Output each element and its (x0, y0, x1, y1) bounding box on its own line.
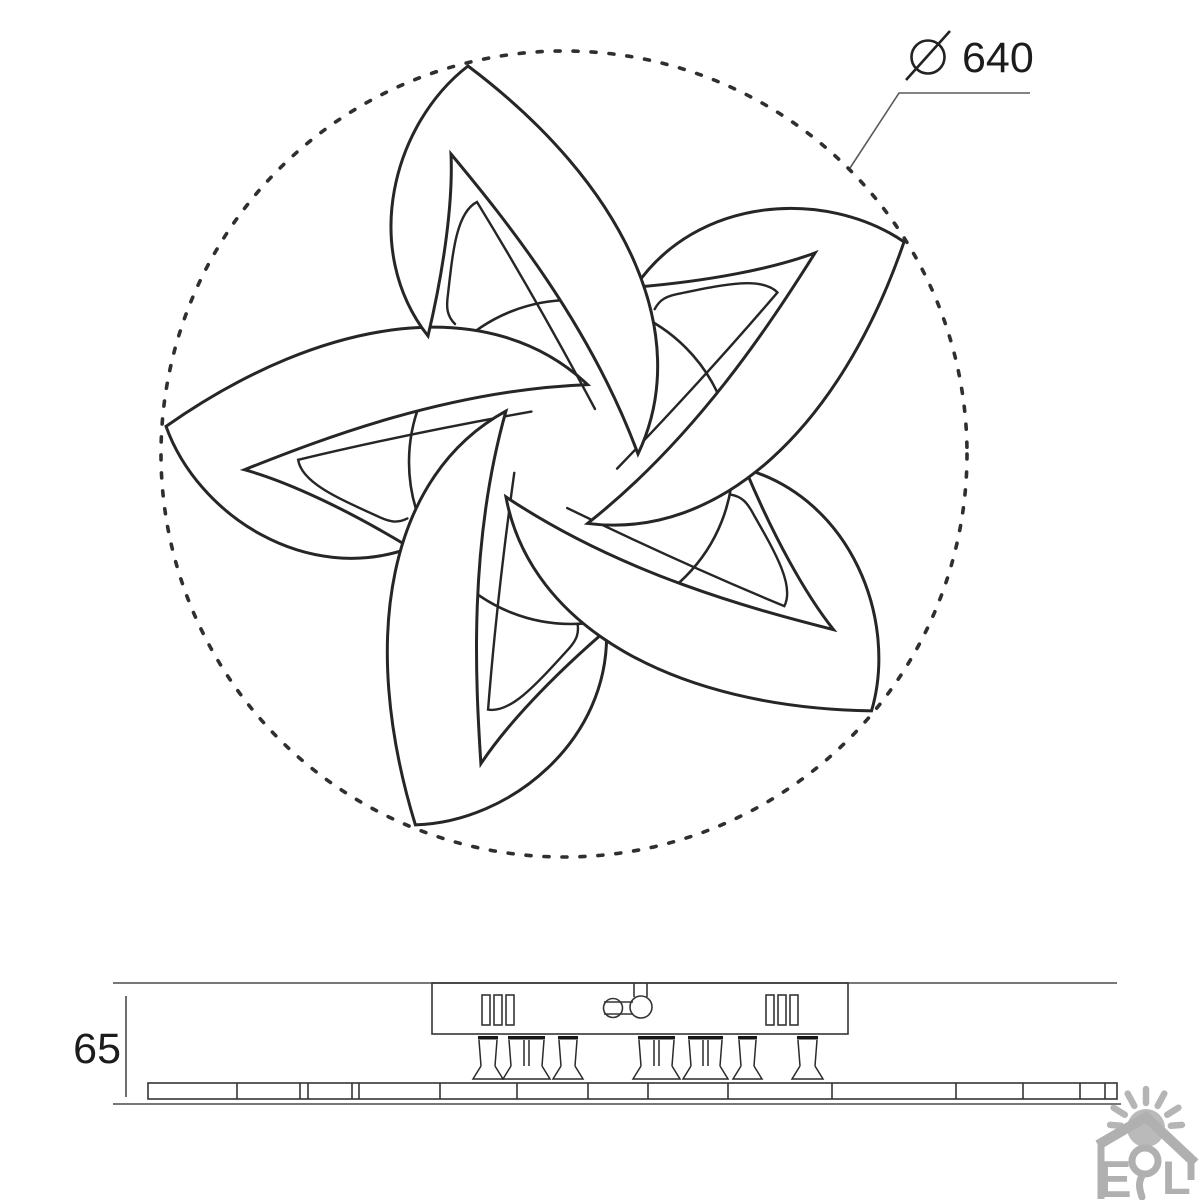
standoff (733, 1036, 762, 1079)
standoff (553, 1036, 583, 1079)
bulb-icon (1132, 1148, 1158, 1197)
vent-slots-right (766, 995, 798, 1025)
lamp-side-view (73, 983, 1121, 1104)
standoff-clips (473, 1036, 823, 1079)
height-dimension (73, 996, 126, 1097)
plate-segment-lines (237, 1083, 1105, 1099)
ceiling-plate-side (148, 1083, 1117, 1099)
hook-mechanism (604, 983, 653, 1018)
logo-letter-e: E (1097, 1151, 1132, 1200)
standoff (503, 1036, 550, 1079)
standoff (473, 1036, 503, 1079)
diameter-leader-line (850, 93, 1030, 168)
standoff (683, 1036, 728, 1079)
standoff (633, 1036, 680, 1079)
vent-slots-left (482, 995, 514, 1025)
standoff (792, 1036, 823, 1079)
height-value-label: 65 (73, 1025, 121, 1073)
esl-logo-watermark (1097, 1089, 1195, 1200)
diameter-dimension (850, 31, 1034, 168)
lamp-top-view (142, 31, 1034, 870)
diameter-icon (906, 31, 950, 80)
hook-ball-icon (630, 996, 652, 1018)
logo-letter-l: L (1162, 1151, 1191, 1200)
diameter-value-label: 640 (962, 34, 1034, 82)
